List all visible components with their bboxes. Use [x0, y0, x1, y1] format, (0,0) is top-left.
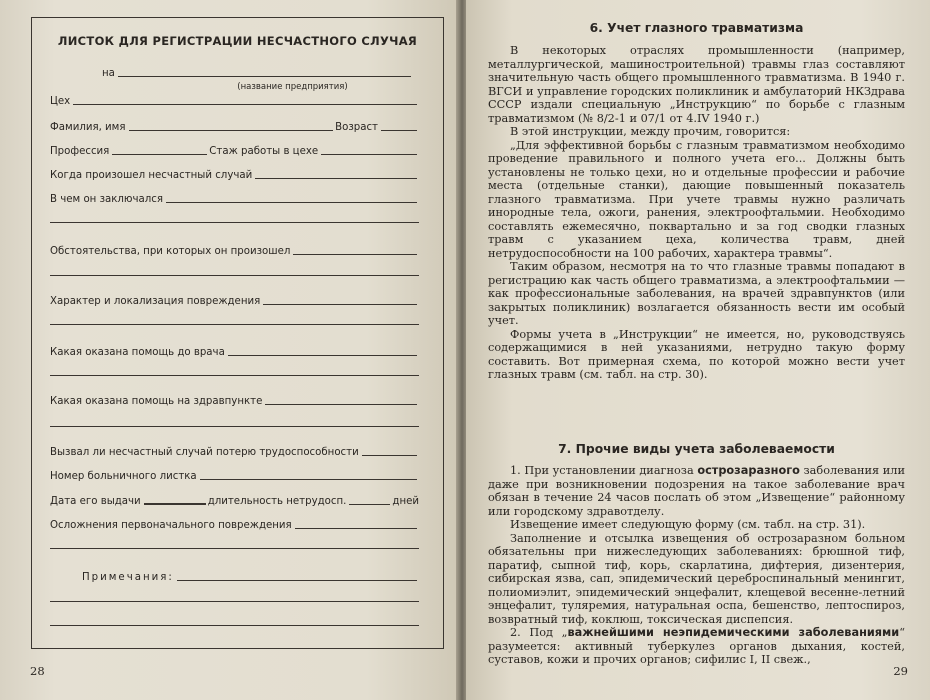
notes-line [177, 580, 417, 581]
name-line [129, 130, 334, 131]
help-doctor-row [50, 343, 419, 359]
disability-line [362, 455, 417, 456]
complications-row [50, 516, 419, 532]
page-number-right: 29 [893, 664, 908, 678]
help-station-row [50, 392, 419, 408]
paragraph: В этой инструкции, между прочим, говорится: [510, 125, 791, 138]
circumstances-line-2 [50, 275, 419, 276]
shop-label: Цех [50, 96, 71, 107]
age-label: Возраст [335, 122, 378, 133]
when-row [50, 166, 419, 182]
character-row [50, 292, 419, 308]
accident-registration-form [31, 17, 444, 649]
duration-line [349, 504, 390, 505]
sheet-line [200, 479, 417, 480]
paragraph: „Для эффективной борьбы с глазным травматизмом необходимо проведение правильного и полного учета его... Должны быть установлены не только цехи, но и отдельные профессии и рабочие места (отдельные станки), дающие повышенный показатель глазного травматизма. При учете травмы нужно различать инородные тела, ожоги, ранения, электроофтальмии. Необходимо составлять ежемесячно, поквартально и за год сводки глазных травм с указанием цеха, количества травм, дней нетрудоспособности на 100 рабочих, характера травмы“. [488, 138, 905, 260]
what-row [50, 190, 419, 206]
days-label: дней [392, 496, 419, 507]
name-row [50, 118, 419, 134]
character-label: Характер и локализация повреждения [50, 296, 261, 307]
character-line-2 [50, 324, 419, 325]
profession-label: Профессия [50, 146, 110, 157]
section-6-title: 6. Учет глазного травматизма [589, 21, 804, 35]
when-label: Когда произошел несчастный случай [50, 170, 253, 181]
right-page [466, 0, 930, 700]
sheet-label: Номер больничного листка [50, 471, 197, 482]
profession-row [50, 142, 419, 158]
enterprise-row [102, 64, 413, 80]
seniority-line [321, 154, 417, 155]
paragraph: Формы учета в „Инструкции“ не имеется, но, руководствуясь содержащимися в ней указаниями, нетрудно такую форму составить. Вот примерная схема, по которой можно вести учет глазных травм (см. табл. на стр. 30). [488, 327, 905, 381]
sheet-row [50, 467, 419, 483]
form-title: ЛИСТОК ДЛЯ РЕГИСТРАЦИИ НЕСЧАСТНОГО СЛУЧАЯ [57, 34, 418, 48]
left-page [0, 0, 458, 700]
paragraph [488, 626, 905, 667]
duration-label: длительность нетрудосп. [207, 496, 347, 507]
bold-term: важнейшими неэпидемическими заболеваниями [567, 626, 900, 639]
text: 2. Под „ [510, 626, 568, 639]
notes-row [82, 568, 419, 584]
disability-label: Вызвал ли несчастный случай потерю трудоспособности [50, 447, 359, 458]
bold-term: острозаразного [697, 464, 800, 477]
paragraph: В некоторых отраслях промышленности (например, металлургической, машиностроительной) травмы глаз составляют значительную часть общего промышленного травматизма. В 1940 г. ВГСИ и управление городских поликлиник и амбулаторий НКЗдрава СССР издали специальную „Инструкцию“ по борьбе с глазным травматизмом (№ 8/2-1 и 07/1 от 4.IV 1940 г.) [488, 44, 905, 125]
disability-row [50, 443, 419, 459]
section-7-title: 7. Прочие виды учета заболеваемости [558, 442, 835, 456]
paragraph: Извещение имеет следующую форму (см. табл. на стр. 31). [510, 518, 866, 531]
help-station-line [265, 404, 417, 405]
shop-line [73, 104, 417, 105]
paragraph [488, 464, 905, 518]
circumstances-line [293, 254, 417, 255]
complications-line [295, 528, 417, 529]
circumstances-label: Обстоятельства, при которых он произошел [50, 246, 291, 257]
age-line [381, 130, 417, 131]
text: заболевания или даже при возникновении подозрения на такое заболевание врач обязан в течение 24 часов послать об этом „Извещение“ районному или городскому здравотделу. [488, 464, 905, 518]
issue-date-label: Дата его выдачи [50, 496, 141, 507]
text: 1. При установлении диагноза [510, 464, 698, 477]
on-label: на [102, 68, 115, 79]
notes-label: Примечания: [82, 572, 174, 583]
issue-date-row [50, 492, 419, 508]
help-doctor-line-2 [50, 375, 419, 376]
shop-row [50, 92, 419, 108]
when-line [255, 178, 417, 179]
complications-line-2 [50, 548, 419, 549]
paragraph: Таким образом, несмотря на то что глазные травмы попадают в регистрацию как часть общего травматизма, а электроофтальмии — как профессиональные заболевания, на врачей здравпунктов (или закрытых поликлиник) возлагается обязанность вести им особый учет. [488, 260, 905, 327]
page-number-left: 28 [30, 664, 45, 678]
enterprise-line [118, 76, 411, 77]
what-label: В чем он заключался [50, 194, 163, 205]
what-line [166, 202, 417, 203]
character-line [263, 304, 417, 305]
seniority-label: Стаж работы в цехе [209, 146, 319, 157]
section-6-text [488, 44, 905, 382]
notes-line-3 [50, 625, 419, 626]
enterprise-caption: (название предприятия) [237, 82, 348, 92]
help-station-line-2 [50, 426, 419, 427]
circumstances-row [50, 242, 419, 258]
complications-label: Осложнения первоначального повреждения [50, 520, 292, 531]
issue-date-line [144, 503, 206, 505]
name-label: Фамилия, имя [50, 122, 126, 133]
what-line-2 [50, 222, 419, 223]
help-doctor-line [228, 355, 417, 356]
help-doctor-label: Какая оказана помощь до врача [50, 347, 225, 358]
text: “ разумеется: активный туберкулез органов дыхания, костей, суставов, кожи и прочих органов; сифилис I, II свеж., [488, 626, 905, 666]
paragraph: Заполнение и отсылка извещения об острозаразном больном обязательны при нижеследующих заболеваниях: брюшной тиф, паратиф, сыпной тиф, корь, скарлатина, дифтерия, дизентерия, сибирская язва, сап, эпидемический цереброспинальный менингит, полиомиэлит, эпидемический энцефалит, клещевой весенне-летний энцефалит, туляремия, натуральная оспа, бешенство, лептоспироз, возвратный тиф, коклюш, токсическая диспепсия. [488, 531, 905, 626]
notes-line-2 [50, 601, 419, 602]
profession-line [112, 154, 207, 155]
help-station-label: Какая оказана помощь на здравпункте [50, 396, 263, 407]
section-7-text [488, 464, 905, 667]
